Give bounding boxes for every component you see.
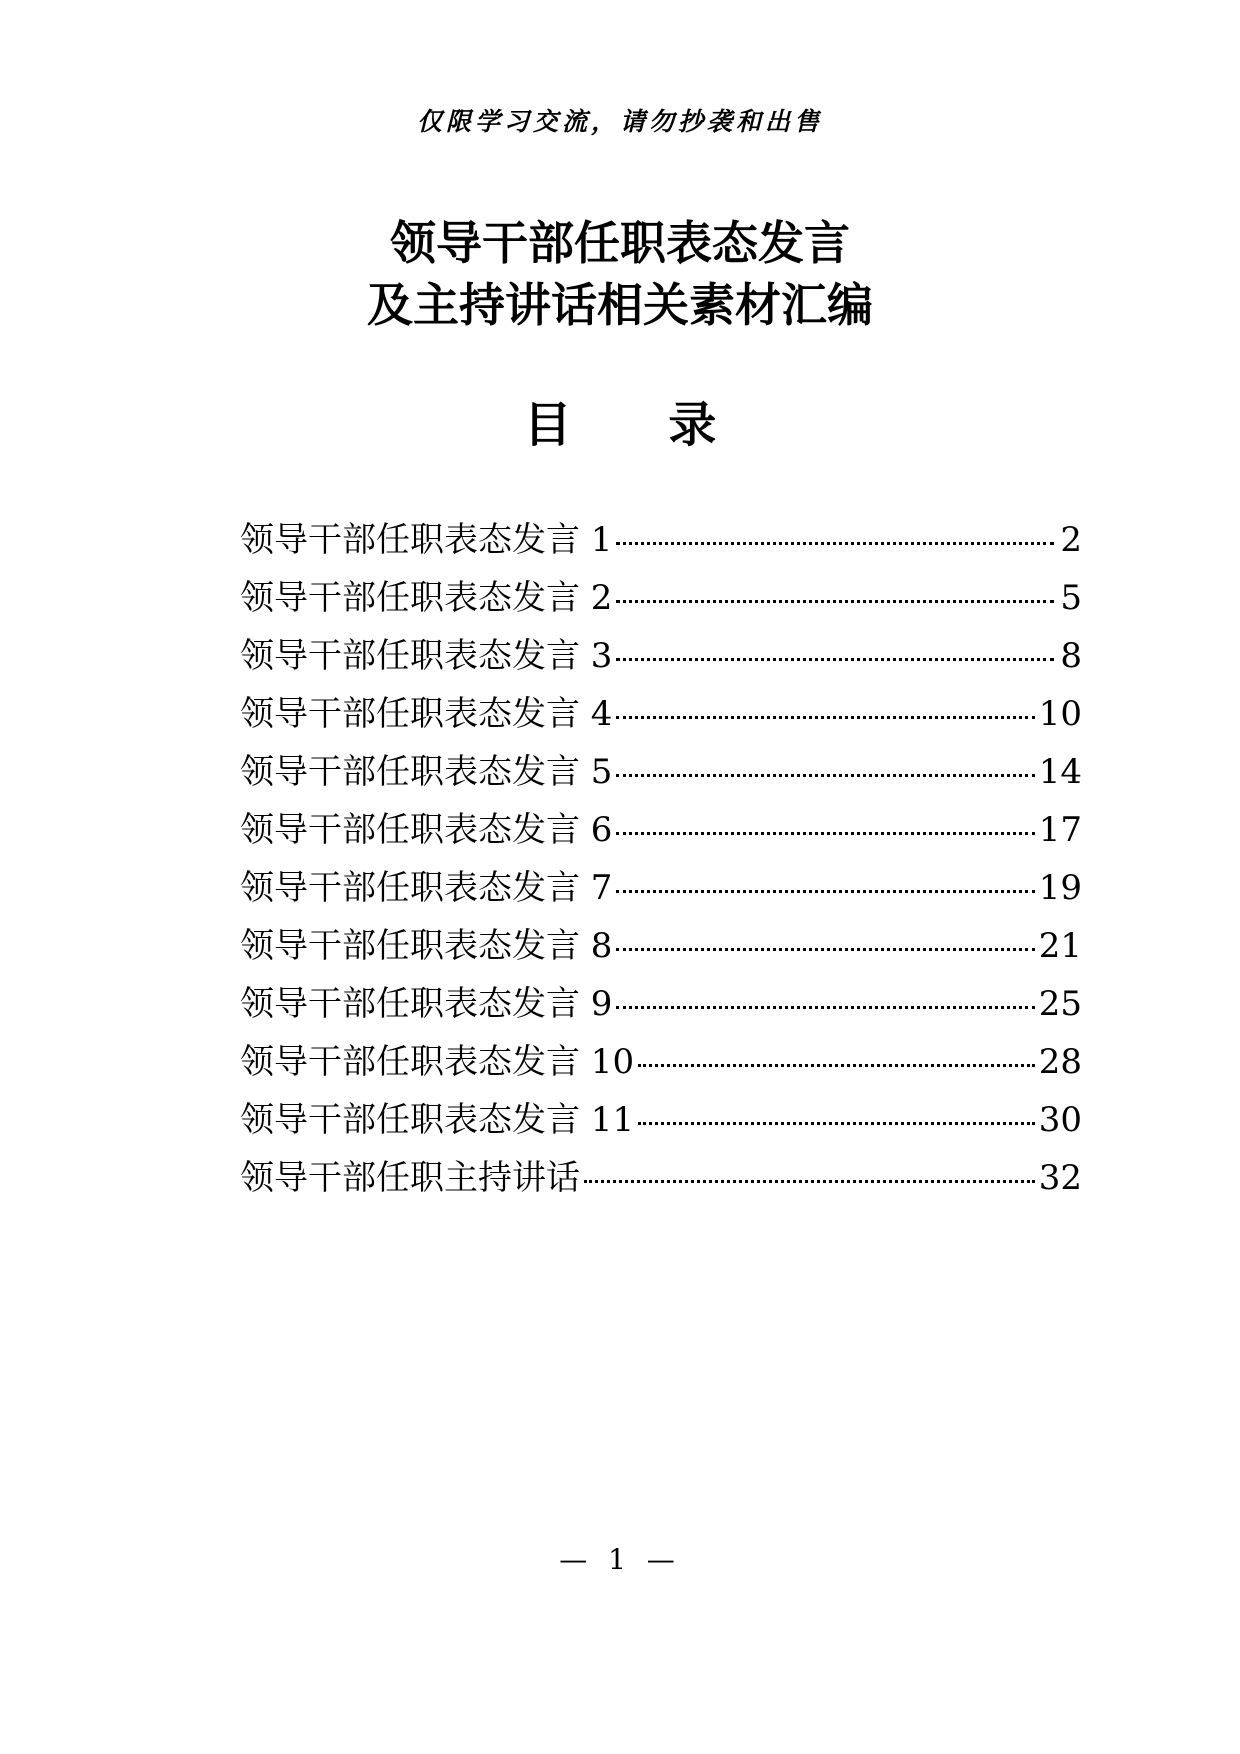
page-number: — 1 — [559,1543,681,1576]
toc-dot-leader [616,716,1034,719]
toc-entry-label: 领导干部任职主持讲话 [240,1158,580,1198]
toc-entry[interactable] [240,512,1082,570]
toc-dot-leader [616,890,1034,893]
toc-dot-leader [638,1064,1035,1067]
toc-dot-leader [616,948,1034,951]
title-line-2: 及主持讲话相关素材汇编 [367,278,873,332]
toc-entry-label: 领导干部任职表态发言 4 [240,694,613,734]
toc-entry-label: 领导干部任职表态发言 1 [240,520,613,560]
toc-entry-page: 17 [1038,810,1082,850]
toc-dot-leader [616,542,1054,545]
toc-dot-leader [616,600,1054,603]
toc-entry-label: 领导干部任职表态发言 7 [240,868,613,908]
document-title [0,212,1240,336]
toc-entry[interactable] [240,570,1082,628]
toc-entry-page: 10 [1038,694,1082,734]
toc-entry-page: 19 [1038,868,1082,908]
toc-entry[interactable] [240,976,1082,1034]
toc-dot-leader [616,1006,1034,1009]
toc-entry-page: 8 [1060,636,1082,676]
toc-dot-leader [616,832,1034,835]
toc-dot-leader [616,774,1034,777]
title-line-1: 领导干部任职表态发言 [390,216,850,270]
toc-entry-page: 28 [1038,1042,1082,1082]
toc-entry-label: 领导干部任职表态发言 2 [240,578,613,618]
toc-entry[interactable] [240,802,1082,860]
toc-entry[interactable] [240,918,1082,976]
toc-entry[interactable] [240,628,1082,686]
toc-entry[interactable] [240,1034,1082,1092]
toc-entry-page: 21 [1038,926,1082,966]
toc-entry-label: 领导干部任职表态发言 9 [240,984,613,1024]
toc-entry-label: 领导干部任职表态发言 6 [240,810,613,850]
toc-entry[interactable] [240,686,1082,744]
toc-entry[interactable] [240,860,1082,918]
toc-dot-leader [638,1122,1035,1125]
toc-entry-label: 领导干部任职表态发言 3 [240,636,613,676]
toc-heading: 目 录 [523,397,757,453]
toc-entry-label: 领导干部任职表态发言 5 [240,752,613,792]
toc-entry-page: 14 [1038,752,1082,792]
toc-dot-leader [584,1180,1035,1183]
toc-entry[interactable] [240,744,1082,802]
toc-entry-page: 2 [1060,520,1082,560]
toc-entry-page: 25 [1038,984,1082,1024]
toc-entry-page: 5 [1060,578,1082,618]
table-of-contents [240,512,1082,1208]
header-notice: 仅限学习交流，请勿抄袭和出售 [416,107,823,136]
toc-entry[interactable] [240,1150,1082,1208]
toc-dot-leader [616,658,1054,661]
toc-entry-label: 领导干部任职表态发言 11 [240,1100,635,1140]
toc-entry[interactable] [240,1092,1082,1150]
toc-entry-label: 领导干部任职表态发言 8 [240,926,613,966]
toc-entry-label: 领导干部任职表态发言 10 [240,1042,635,1082]
toc-entry-page: 32 [1038,1158,1082,1198]
toc-entry-page: 30 [1038,1100,1082,1140]
